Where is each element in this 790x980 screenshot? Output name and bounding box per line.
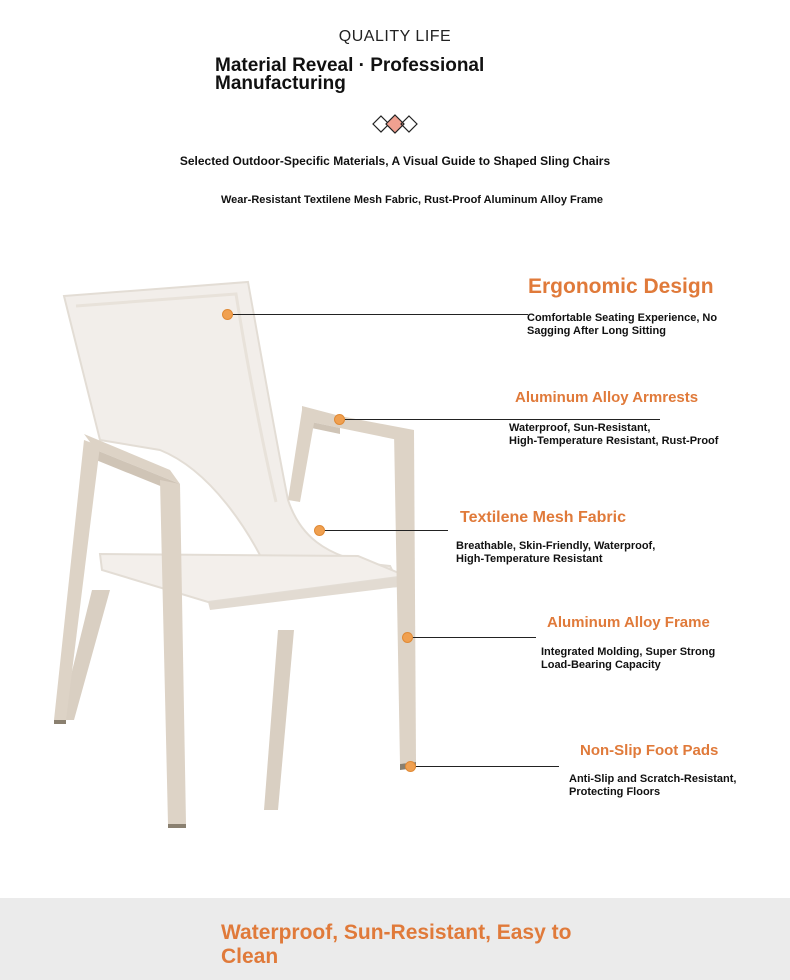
feature-desc-line: Comfortable Seating Experience, No: [527, 312, 718, 324]
feature-title-aluminum-alloy-armrests: Aluminum Alloy Armrests: [515, 389, 699, 406]
feature-desc-line: Load-Bearing Capacity: [541, 659, 661, 671]
callout-dot-mesh: [314, 525, 325, 536]
diamond-divider-icon: [370, 113, 420, 135]
callout-dot-footpads: [405, 761, 416, 772]
feature-title-aluminum-alloy-frame: Aluminum Alloy Frame: [547, 614, 710, 631]
feature-desc-aluminum-alloy-frame: [541, 646, 771, 672]
feature-desc-ergonomic-design: [527, 312, 777, 338]
feature-desc-line: Sagging After Long Sitting: [527, 325, 666, 337]
callout-line-ergonomic: [228, 314, 528, 315]
callout-line-frame: [408, 637, 536, 638]
feature-title-non-slip-foot-pads: Non-Slip Foot Pads: [580, 742, 719, 759]
feature-desc-line: High-Temperature Resistant: [456, 553, 603, 565]
headline: Material Reveal · Professional Manufacturing: [215, 55, 485, 94]
feature-desc-textilene-mesh-fabric: [456, 540, 716, 566]
feature-title-ergonomic-design: Ergonomic Design: [528, 275, 714, 298]
sling-chair-image: [40, 270, 440, 840]
feature-title-textilene-mesh-fabric: Textilene Mesh Fabric: [460, 509, 626, 526]
callout-line-footpads: [411, 766, 559, 767]
callout-dot-armrests: [334, 414, 345, 425]
eyebrow-label: QUALITY LIFE: [338, 28, 452, 45]
footer-title: Waterproof, Sun-Resistant, Easy to Clean: [221, 921, 572, 968]
feature-desc-aluminum-alloy-armrests: [509, 422, 779, 448]
feature-desc-non-slip-foot-pads: [569, 773, 779, 799]
feature-desc-line: Integrated Molding, Super Strong: [541, 646, 716, 658]
subtitle: Selected Outdoor-Specific Materials, A Visual Guide to Shaped Sling Chairs: [179, 154, 611, 168]
callout-dot-ergonomic: [222, 309, 233, 320]
feature-desc-line: Protecting Floors: [569, 786, 661, 798]
feature-desc-line: Waterproof, Sun-Resistant,: [509, 422, 651, 434]
callout-line-armrests: [340, 419, 660, 420]
callout-line-mesh: [320, 530, 448, 531]
materials-line: Wear-Resistant Textilene Mesh Fabric, Rust-Proof Aluminum Alloy Frame: [220, 194, 604, 206]
callout-dot-frame: [402, 632, 413, 643]
feature-desc-line: Breathable, Skin-Friendly, Waterproof,: [456, 540, 656, 552]
feature-desc-line: Anti-Slip and Scratch-Resistant,: [569, 773, 737, 785]
feature-desc-line: High-Temperature Resistant, Rust-Proof: [509, 435, 719, 447]
